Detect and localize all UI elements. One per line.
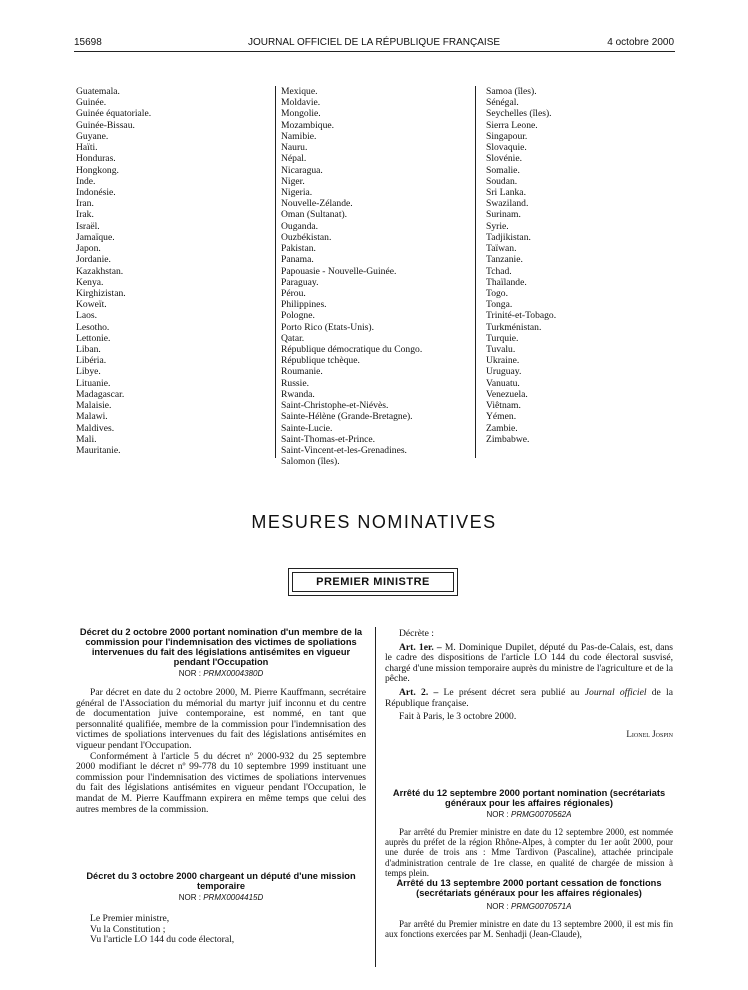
nor-reference: NOR : PRMG0070562A xyxy=(486,810,572,819)
country-item: Lettonie. xyxy=(76,332,111,344)
country-item: Namibie. xyxy=(281,130,317,142)
country-list-col2 xyxy=(281,86,422,467)
ministry-box xyxy=(288,568,458,596)
country-item: Oman (Sultanat). xyxy=(281,209,348,221)
country-item: Slovénie. xyxy=(486,153,522,165)
nor-reference: NOR : PRMG0070571A xyxy=(486,902,572,911)
country-item: Slovaquie. xyxy=(486,142,527,154)
column-divider xyxy=(275,86,276,458)
country-item: Thaïlande. xyxy=(486,276,527,288)
country-item: Népal. xyxy=(281,153,307,165)
country-item: Ouganda. xyxy=(281,220,319,232)
country-item: Nauru. xyxy=(281,142,308,154)
country-item: Moldavie. xyxy=(281,97,321,109)
country-item: Kirghizistan. xyxy=(76,287,126,299)
country-item: Guatemala. xyxy=(76,86,120,97)
country-item: Jordanie. xyxy=(76,254,111,266)
country-item: Saint-Vincent-et-les-Grenadines. xyxy=(281,445,407,456)
country-item: Trinité-et-Tobago. xyxy=(486,310,557,322)
country-item: Yémen. xyxy=(486,411,517,423)
country-item: Turquie. xyxy=(486,332,519,344)
country-item: Liban. xyxy=(76,344,101,356)
country-item: Paraguay. xyxy=(281,276,319,288)
country-item: Ukraine. xyxy=(486,355,520,367)
page-number: 15698 xyxy=(74,37,102,48)
signature: Lionel Jospin xyxy=(626,728,673,739)
country-item: Uruguay. xyxy=(486,366,522,378)
header-rule xyxy=(74,51,675,52)
country-item: Guinée. xyxy=(76,97,107,109)
country-item: Taïwan. xyxy=(486,243,517,255)
country-item: Tchad. xyxy=(486,265,512,277)
country-item: Salomon (îles). xyxy=(281,456,340,468)
country-item: Turkménistan. xyxy=(486,321,542,333)
country-item: Guinée équatoriale. xyxy=(76,108,152,120)
arrete-title: Arrêté du 13 septembre 2000 portant cessation de fonctions (secrétariats généraux pour les affaires régionales) xyxy=(396,878,662,898)
country-item: Singapour. xyxy=(486,130,528,142)
country-item: Roumanie. xyxy=(281,366,323,378)
country-item: Niger. xyxy=(281,175,305,187)
decree-line: Vu la Constitution ; xyxy=(90,923,166,935)
country-item: Libéria. xyxy=(76,355,107,367)
country-item: Philippines. xyxy=(281,299,327,311)
country-item: Mali. xyxy=(76,433,97,445)
article-1: Art. 1er. – M. Dominique Dupilet, député du Pas-de-Calais, est, dans le cadre des dispositions de l'article LO 144 du code électoral susvisé, chargé d'une mission temporaire auprès du ministre de l'agriculture et de la pêche. xyxy=(385,641,673,685)
country-item: Indonésie. xyxy=(76,186,116,198)
country-item: Japon. xyxy=(76,243,101,255)
decree-title: Décret du 3 octobre 2000 chargeant un député d'une mission temporaire xyxy=(86,871,356,891)
country-item: Nouvelle-Zélande. xyxy=(281,198,353,210)
country-item: Laos. xyxy=(76,310,98,322)
country-item: Papouasie - Nouvelle-Guinée. xyxy=(281,265,397,277)
country-item: Nicaragua. xyxy=(281,164,323,176)
country-item: Lituanie. xyxy=(76,377,111,389)
country-item: Venezuela. xyxy=(486,388,528,400)
country-item: Porto Rico (Etats-Unis). xyxy=(281,321,374,333)
country-item: Zambie. xyxy=(486,422,518,434)
journal-title: JOURNAL OFFICIEL DE LA RÉPUBLIQUE FRANÇAISE xyxy=(247,37,501,48)
country-item: Sri Lanka. xyxy=(486,186,526,198)
country-item: Kenya. xyxy=(76,276,104,288)
country-item: Iran. xyxy=(76,198,94,210)
decree-line: Vu l'article LO 144 du code électoral, xyxy=(90,934,235,946)
country-item: Maldives. xyxy=(76,422,115,434)
country-item: Rwanda. xyxy=(281,388,315,400)
country-item: Tuvalu. xyxy=(486,344,516,356)
country-item: Mauritanie. xyxy=(76,445,121,456)
country-item: Nigeria. xyxy=(281,186,313,198)
country-item: Tadjikistan. xyxy=(486,231,531,243)
country-item: Qatar. xyxy=(281,332,305,344)
country-item: Tanzanie. xyxy=(486,254,523,266)
ministry-label: PREMIER MINISTRE xyxy=(292,572,454,592)
country-list-col3 xyxy=(486,86,556,445)
country-item: Libye. xyxy=(76,366,101,378)
country-item: Hongkong. xyxy=(76,164,119,176)
country-item: Madagascar. xyxy=(76,388,125,400)
country-item: Saint-Thomas-et-Prince. xyxy=(281,433,376,445)
country-item: Vanuatu. xyxy=(486,377,520,389)
country-item: Koweït. xyxy=(76,299,107,311)
country-item: République démocratique du Congo. xyxy=(281,344,423,356)
decrete-line: Décrète : xyxy=(399,628,434,639)
country-item: Samoa (îles). xyxy=(486,86,537,97)
country-item: Guyane. xyxy=(76,130,109,142)
country-item: Swaziland. xyxy=(486,198,529,210)
decree-line: Le Premier ministre, xyxy=(90,913,170,924)
decree-paragraph: Conformément à l'article 5 du décret nº 2000-932 du 25 septembre 2000 modifiant le décret nº 99-778 du 10 septembre 1999 instituant une commission pour l'indemnisation des victimes de spoliations intervenues du fait des législations antisémites en vigueur pendant l'Occupation, le mandat de M. Pierre Kauffmann expirera en même temps que celui des autres membres de la commission. xyxy=(76,750,366,815)
country-item: Somalie. xyxy=(486,164,520,176)
arrete-senhadji xyxy=(385,878,673,939)
country-item: Irak. xyxy=(76,209,94,221)
arrete-tardivon xyxy=(385,788,673,878)
issue-date: 4 octobre 2000 xyxy=(607,37,674,48)
country-item: Saint-Christophe-et-Niévès. xyxy=(281,400,389,412)
decree-articles xyxy=(385,629,673,739)
arrete-title: Arrêté du 12 septembre 2000 portant nomination (secrétariats généraux pour les affaires régionales) xyxy=(392,788,666,808)
country-item: Mongolie. xyxy=(281,108,321,120)
country-item: Honduras. xyxy=(76,153,116,165)
decree-kauffmann xyxy=(76,627,366,815)
country-item: Togo. xyxy=(486,287,508,299)
country-item: Sainte-Lucie. xyxy=(281,422,333,434)
article-2: Art. 2. – Le présent décret sera publié au Journal officiel de la République française. xyxy=(385,686,673,709)
country-item: Mexique. xyxy=(281,86,318,97)
country-item: Sainte-Hélène (Grande-Bretagne). xyxy=(281,411,413,423)
fait-line: Fait à Paris, le 3 octobre 2000. xyxy=(399,711,517,723)
nor-reference: NOR : PRMX0004415D xyxy=(178,893,264,902)
decree-title: Décret du 2 octobre 2000 portant nomination d'un membre de la commission pour l'indemnisation des victimes de spoliations intervenues du fait des législations antisémites en vigueur pendant l'Occupation xyxy=(79,627,363,667)
decree-paragraph: Par décret en date du 2 octobre 2000, M. Pierre Kauffmann, secrétaire général de l'Association du mémorial du martyr juif inconnu et du centre de documentation juive contemporaine, est nommé, en tant que personnalité qualifiée, membre de la commission pour l'indemnisation des victimes de spoliations intervenues du fait des législations antisémites en vigueur pendant l'Occupation. xyxy=(76,687,366,751)
country-item: Pérou. xyxy=(281,287,306,299)
column-divider xyxy=(475,86,476,458)
decree-dupilet xyxy=(76,871,366,946)
country-item: Russie. xyxy=(281,377,309,389)
column-divider xyxy=(375,627,376,967)
nor-reference: NOR : PRMX0004380D xyxy=(178,669,264,678)
country-item: Viêtnam. xyxy=(486,400,521,412)
arrete-paragraph: Par arrêté du Premier ministre en date du 13 septembre 2000, il est mis fin aux fonctions exercées par M. Senhadji (Jean-Claude), xyxy=(385,919,673,940)
country-item: Mozambique. xyxy=(281,119,335,131)
country-item: Seychelles (îles). xyxy=(486,108,552,120)
arrete-paragraph: Par arrêté du Premier ministre en date du 12 septembre 2000, est nommée auprès du préfet de la région Rhône-Alpes, à compter du 1er août 2000, pour une durée de trois ans : Mme Tardivon (Pascaline), attachée principale d'administration centrale de 1re classe, en qualité de chargée de mission à temps plein. xyxy=(385,827,673,878)
country-item: Haïti. xyxy=(76,142,98,154)
country-item: Soudan. xyxy=(486,175,518,187)
country-item: Jamaïque. xyxy=(76,231,115,243)
country-item: Inde. xyxy=(76,175,96,187)
country-item: Panama. xyxy=(281,254,314,266)
section-title: MESURES NOMINATIVES xyxy=(251,512,497,532)
country-item: Syrie. xyxy=(486,220,509,232)
country-item: Pologne. xyxy=(281,310,315,322)
country-item: Sénégal. xyxy=(486,97,519,109)
country-list-col1 xyxy=(76,86,151,456)
country-item: Sierra Leone. xyxy=(486,119,538,131)
country-item: Pakistan. xyxy=(281,243,316,255)
country-item: Surinam. xyxy=(486,209,521,221)
country-item: Guinée-Bissau. xyxy=(76,119,135,131)
country-item: Tonga. xyxy=(486,299,513,311)
country-item: République tchèque. xyxy=(281,355,360,367)
country-item: Lesotho. xyxy=(76,321,110,333)
country-item: Zimbabwe. xyxy=(486,433,530,445)
country-item: Kazakhstan. xyxy=(76,265,124,277)
country-item: Malawi. xyxy=(76,411,108,423)
country-item: Malaisie. xyxy=(76,400,112,412)
country-item: Israël. xyxy=(76,220,100,232)
country-item: Ouzbékistan. xyxy=(281,231,332,243)
